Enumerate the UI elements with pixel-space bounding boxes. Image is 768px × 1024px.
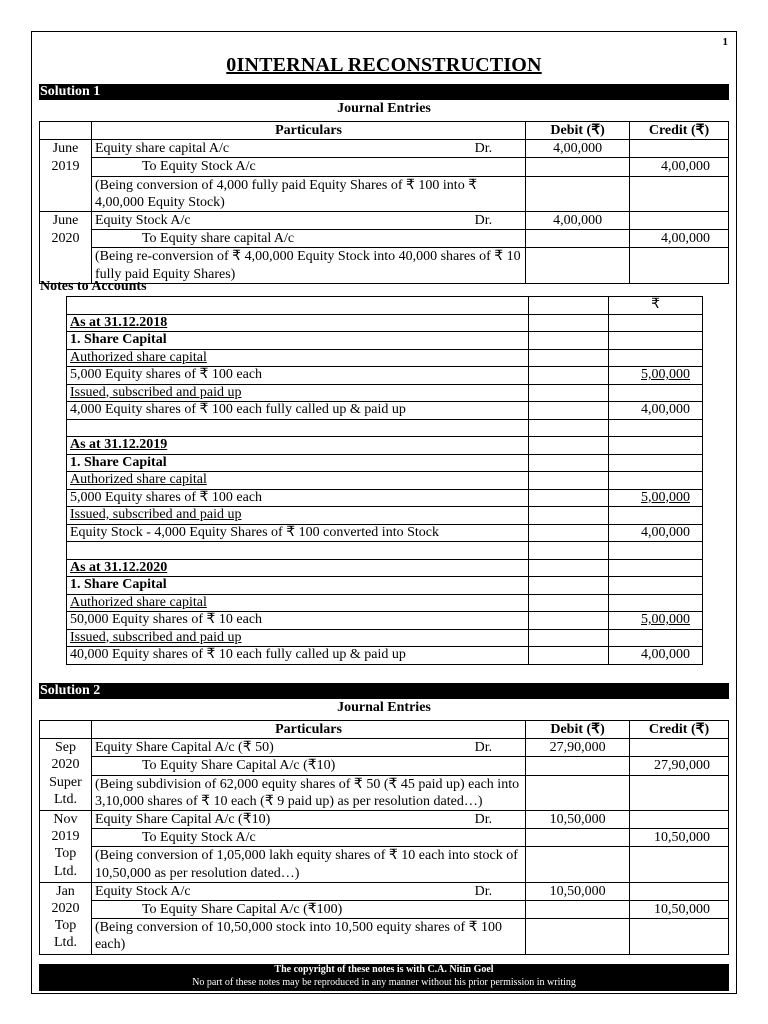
credit-amount: 27,90,000 (630, 757, 729, 775)
credit-account: To Equity Share Capital A/c (₹100) (91, 901, 525, 919)
header-credit: Credit (₹) (630, 721, 729, 739)
dr-marker: Dr. (474, 213, 493, 229)
authorized-text: 50,000 Equity shares of ₹ 10 each (67, 612, 529, 630)
table-header-row (40, 122, 729, 140)
credit-amount: 10,50,000 (630, 829, 729, 847)
debit-amount: 10,50,000 (526, 811, 630, 829)
table-row (40, 739, 729, 757)
dr-marker: Dr. (474, 812, 493, 828)
credit-amount: 4,00,000 (630, 158, 729, 176)
page-title: 0INTERNAL RECONSTRUCTION (226, 54, 542, 76)
authorized-label: Authorized share capital (67, 594, 529, 612)
solution-2-bar: Solution 2 (39, 683, 729, 699)
table-row (40, 829, 729, 847)
issued-amount: 4,00,000 (609, 524, 703, 542)
copyright-footer (39, 964, 729, 991)
copyright-line: The copyright of these notes is with C.A. Nitin Goel (274, 964, 494, 975)
authorized-text: 5,000 Equity shares of ₹ 100 each (67, 367, 529, 385)
share-capital-heading: 1. Share Capital (67, 332, 529, 350)
entry-date-year: 2019 (40, 158, 92, 176)
company-name: Top (54, 846, 77, 862)
entry-date-month: June (40, 212, 92, 230)
authorized-amount: 5,00,000 (609, 489, 703, 507)
entry-date-month: June (40, 140, 92, 158)
entry-date (40, 811, 92, 883)
company-name: Super (49, 774, 82, 790)
authorized-label: Authorized share capital (67, 349, 529, 367)
table-row (40, 176, 729, 211)
issued-label: Issued, subscribed and paid up (67, 384, 529, 402)
date-year: 2020 (51, 757, 80, 773)
date-year: 2020 (51, 901, 80, 917)
table-row (40, 775, 729, 810)
entry-debit-line (91, 739, 525, 757)
table-row (40, 212, 729, 230)
narration: (Being conversion of 10,50,000 stock into 10,500 equity shares of ₹ 100 each) (91, 919, 525, 954)
date-year: 2019 (51, 829, 80, 845)
table-row (40, 158, 729, 176)
notes-to-accounts-label: Notes to Accounts (40, 279, 147, 294)
table-row (40, 882, 729, 900)
authorized-amount: 5,00,000 (609, 612, 703, 630)
credit-account: To Equity Share Capital A/c (₹10) (91, 757, 525, 775)
table-row (40, 919, 729, 954)
credit-amount: 10,50,000 (630, 901, 729, 919)
issued-text: 40,000 Equity shares of ₹ 10 each fully called up & paid up (67, 647, 529, 665)
issued-amount: 4,00,000 (609, 647, 703, 665)
table-row (40, 230, 729, 248)
narration: (Being conversion of 4,000 fully paid Equity Shares of ₹ 100 into ₹ 4,00,000 Equity Stock) (91, 176, 525, 211)
issued-label: Issued, subscribed and paid up (67, 507, 529, 525)
table-row (40, 847, 729, 882)
credit-account: To Equity share capital A/c (91, 230, 525, 248)
table-row (40, 140, 729, 158)
issued-text: Equity Stock - 4,000 Equity Shares of ₹ 100 converted into Stock (67, 524, 529, 542)
as-at-date: As at 31.12.2020 (67, 559, 529, 577)
company-name: Top (54, 918, 77, 934)
narration: (Being re-conversion of ₹ 4,00,000 Equity Stock into 40,000 shares of ₹ 10 fully paid Equity Shares) (91, 248, 525, 283)
debit-account: Equity Share Capital A/c (₹ 50) (94, 740, 274, 756)
table-header-row (40, 721, 729, 739)
document-page (31, 31, 737, 994)
debit-amount: 27,90,000 (526, 739, 630, 757)
entry-debit-line (91, 811, 525, 829)
dr-marker: Dr. (474, 883, 493, 899)
entry-debit-line (91, 882, 525, 900)
table-row (40, 811, 729, 829)
permission-line: No part of these notes may be reproduced in any manner without his prior permission in writing (192, 976, 576, 988)
debit-account: Equity Share Capital A/c (₹10) (94, 812, 271, 828)
authorized-amount: 5,00,000 (609, 367, 703, 385)
debit-amount: 4,00,000 (526, 140, 630, 158)
dr-marker: Dr. (474, 740, 493, 756)
date-month: Jan (56, 883, 75, 899)
credit-account: To Equity Stock A/c (91, 829, 525, 847)
issued-text: 4,000 Equity shares of ₹ 100 each fully called up & paid up (67, 402, 529, 420)
solution-2-journal-table (39, 720, 729, 955)
credit-amount: 4,00,000 (630, 230, 729, 248)
currency-symbol: ₹ (609, 297, 703, 315)
dr-marker: Dr. (474, 141, 493, 157)
header-debit: Debit (₹) (526, 721, 630, 739)
solution-1-bar: Solution 1 (39, 84, 729, 100)
authorized-label: Authorized share capital (67, 472, 529, 490)
debit-amount: 10,50,000 (526, 882, 630, 900)
date-month: Nov (53, 812, 78, 828)
debit-account: Equity Stock A/c (94, 883, 191, 899)
credit-account: To Equity Stock A/c (91, 158, 525, 176)
share-capital-heading: 1. Share Capital (67, 577, 529, 595)
header-particulars: Particulars (91, 721, 525, 739)
entry-date (40, 882, 92, 954)
entry-debit-line (91, 212, 525, 230)
as-at-date: As at 31.12.2018 (67, 314, 529, 332)
authorized-text: 5,000 Equity shares of ₹ 100 each (67, 489, 529, 507)
company-suffix: Ltd. (54, 863, 77, 879)
date-month: Sep (54, 740, 76, 756)
table-row (40, 901, 729, 919)
notes-table (66, 296, 703, 665)
solution-1-journal-heading: Journal Entries (337, 101, 431, 116)
issued-label: Issued, subscribed and paid up (67, 629, 529, 647)
debit-account: Equity share capital A/c (94, 141, 230, 157)
solution-2-journal-heading: Journal Entries (337, 700, 431, 715)
page-number: 1 (722, 36, 728, 48)
entry-debit-line (91, 140, 525, 158)
debit-amount: 4,00,000 (526, 212, 630, 230)
header-debit: Debit (₹) (526, 122, 630, 140)
company-suffix: Ltd. (54, 791, 77, 807)
company-suffix: Ltd. (54, 935, 77, 951)
entry-date-year: 2020 (40, 230, 92, 248)
issued-amount: 4,00,000 (609, 402, 703, 420)
solution-1-journal-table (39, 121, 729, 284)
entry-date (40, 739, 92, 811)
header-particulars: Particulars (91, 122, 525, 140)
table-row (40, 757, 729, 775)
narration: (Being conversion of 1,05,000 lakh equity shares of ₹ 10 each into stock of 10,50,000 as per resolution dated…) (91, 847, 525, 882)
narration: (Being subdivision of 62,000 equity shares of ₹ 50 (₹ 45 paid up) each into 3,10,000 shares of ₹ 10 each (₹ 9 paid up) as per resolution dated…) (91, 775, 525, 810)
header-credit: Credit (₹) (630, 122, 729, 140)
debit-account: Equity Stock A/c (94, 213, 191, 229)
share-capital-heading: 1. Share Capital (67, 454, 529, 472)
as-at-date: As at 31.12.2019 (67, 437, 529, 455)
